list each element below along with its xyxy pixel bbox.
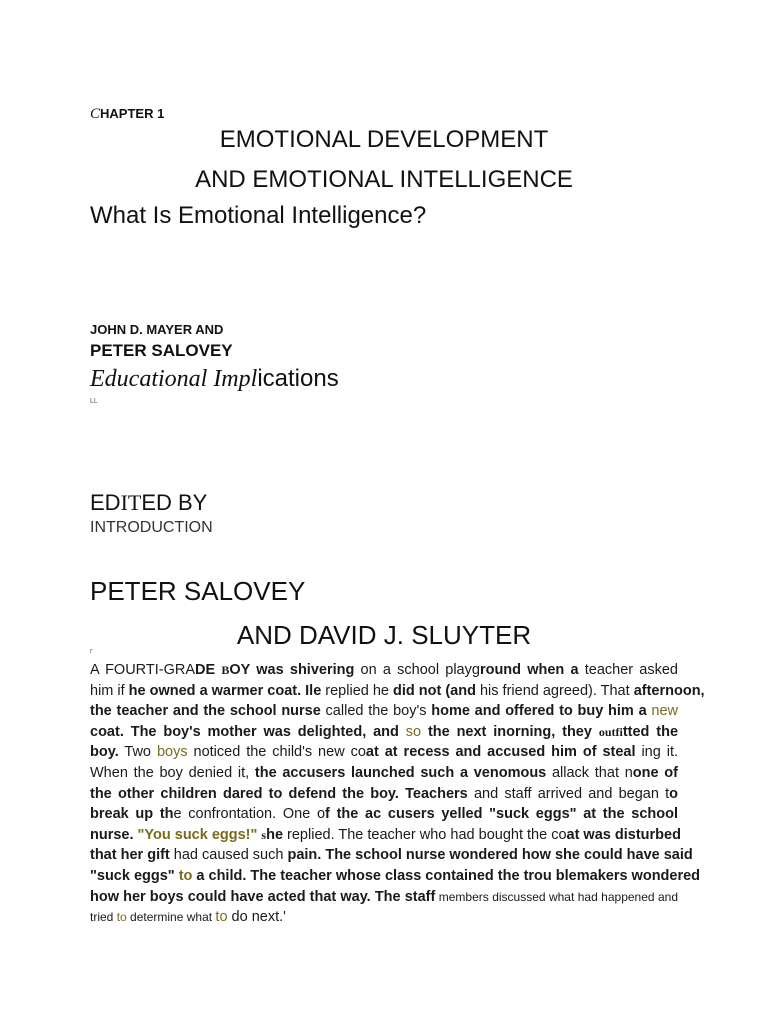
author-line-1: JOHN D. MAYER AND [90,322,224,337]
text-run: do next.' [227,909,286,926]
text-run: called the boy's [320,703,432,720]
text-run: boy. [90,744,119,761]
body-line-11 [90,866,701,887]
body-line-7 [90,784,678,805]
text-run: break up th [90,806,174,823]
text-run: outfi [598,724,623,739]
text-run: determine what [126,910,216,925]
text-run: his friend agreed). That [475,682,634,699]
text-run: the accusers launched such a venomous [254,764,547,781]
title-line-2: AND EMOTIONAL INTELLIGENCE [195,166,573,193]
tiny-mark: LL [90,398,98,405]
text-run: to [116,910,127,925]
text-run: DE [195,662,222,678]
text-run: replied. The teacher who had bought the co [283,826,567,843]
text-run: members discussed what had happened and [435,889,679,904]
text-run: afternoon, [633,682,705,699]
text-run: had caused such [169,847,288,864]
edu-part-1: Educ [90,366,140,392]
body-line-10 [90,845,693,866]
text-run: and st [467,785,516,802]
text-run: how her boys could have acted that way. The staff [90,888,436,905]
text-run: s [261,827,267,842]
text-run: one of [632,764,678,781]
edu-part-3: ications [257,365,339,392]
text-run: o [669,785,679,802]
text-run: boys [156,744,188,761]
text-run: to [178,867,193,884]
subtitle: What Is Emotional Intelligence? [90,202,427,229]
text-run: When the boy denied it, [90,764,255,781]
text-run: replied he [321,682,394,699]
educational-implications-heading [90,365,339,393]
text-run: tted the [622,723,679,740]
text-run: teacher asked [578,662,678,678]
editor-name-2: AND DAVID J. SLUYTER [236,620,532,650]
body-line-2 [90,681,705,702]
text-run: the other children dared to defend the boy. Teachers [90,785,468,802]
stray-mark: r [90,648,93,655]
text-run: did not (and [393,682,476,699]
body-paragraph [90,660,705,928]
text-run: tried [90,910,117,925]
text-run: the next inorning, they [421,723,599,740]
text-run: a child. The teacher whose class contained the trou blemakers wondered [192,867,701,884]
text-run: coat. The boy's mother was delighted, and [90,723,406,740]
text-run: noticed the child's new co [187,744,366,761]
text-run: pain. The school [287,847,406,864]
edited-part-2: IT [120,490,142,515]
text-run: home and offered to buy him a [431,703,652,720]
body-line-5 [90,742,678,763]
editor-name-1: PETER SALOVEY [90,576,306,606]
text-run: aff arrived and began t [515,785,670,802]
text-run: Two [118,744,157,761]
text-run: e confrontation. One o [173,806,326,823]
text-run: nurse wondered how she could have said [405,847,693,864]
text-run: so [405,723,422,740]
text-run: to [215,909,228,926]
body-line-8 [90,804,678,825]
chapter-initial: C [90,106,101,122]
text-run: new [651,703,678,720]
body-line-3 [90,701,678,722]
text-run: round when a [479,662,579,678]
text-run: that [90,847,117,864]
text-run: her gift [116,847,170,864]
text-run: allack that n [546,764,633,781]
edited-part-1: ED [90,490,121,515]
body-line-9 [90,825,681,846]
text-run: the teacher and the school nurse [90,703,321,720]
title-line-1: EMOTIONAL DEVELOPMENT [219,126,549,153]
text-run: "suck eggs" [90,867,179,884]
text-run: nurse. [90,826,138,843]
edited-by-heading [90,490,207,516]
text-run: ing it. [635,744,679,761]
chapter-rest: HAPTER 1 [100,106,165,121]
text-run: OY was shivering [229,662,355,678]
introduction-label: INTRODUCTION [90,519,213,536]
edu-part-2: ational Impl [139,366,258,392]
body-line-6 [90,763,678,784]
text-run: him if [90,682,129,699]
text-run: at at recess and accused him of steal [365,744,636,761]
text-run: on a school playg [354,662,480,678]
body-line-4 [90,722,678,743]
text-run: "You suck eggs!" [137,826,262,843]
edited-part-3: ED BY [141,490,208,515]
body-line-13 [90,907,678,928]
text-run: A FOURTI-GRA [90,662,196,678]
text-run: he owned a warmer coat. Ile [128,682,322,699]
body-line-1 [90,660,678,681]
chapter-label [90,106,164,123]
text-run: he [266,826,284,843]
author-line-2: PETER SALOVEY [90,341,233,360]
text-run: f the ac cusers yelled "suck eggs" at the school [325,806,678,823]
text-run: B [221,663,230,677]
text-run: at was disturbed [566,826,681,843]
body-line-12 [90,887,678,908]
